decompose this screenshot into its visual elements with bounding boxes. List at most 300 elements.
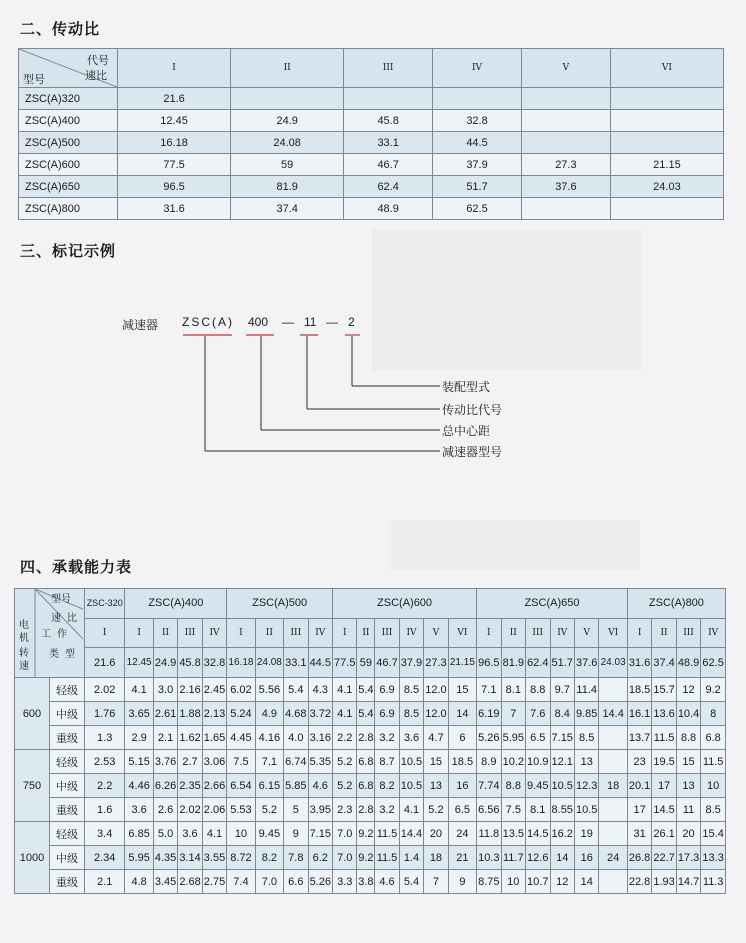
- capacity-value-cell: 26.1: [652, 822, 676, 846]
- capacity-value-cell: 7: [424, 870, 448, 894]
- capacity-value-cell: 13.3: [701, 846, 726, 870]
- capacity-value-cell: 11.7: [501, 846, 525, 870]
- capacity-row: [15, 798, 726, 822]
- code-header: II: [652, 618, 676, 648]
- capacity-value-cell: 13: [676, 774, 700, 798]
- capacity-value-cell: 8.8: [501, 774, 525, 798]
- capacity-value-cell: 2.8: [357, 726, 375, 750]
- capacity-value-cell: 2.1: [85, 870, 125, 894]
- ratio-header: 62.4: [526, 648, 550, 678]
- capacity-value-cell: 10.5: [574, 798, 598, 822]
- ratio-value-cell: 24.03: [610, 176, 723, 198]
- code-header: VI: [610, 49, 723, 88]
- capacity-value-cell: 23: [627, 750, 651, 774]
- model-cell: ZSC(A)800: [19, 198, 118, 220]
- ratio-header: 24.9: [153, 648, 177, 678]
- capacity-value-cell: 4.68: [284, 702, 308, 726]
- capacity-value-cell: 3.4: [85, 822, 125, 846]
- capacity-row: [15, 846, 726, 870]
- capacity-value-cell: 6.02: [227, 678, 255, 702]
- capacity-value-cell: 8.5: [574, 726, 598, 750]
- corner-speed: 转速: [19, 648, 29, 672]
- code-header: IV: [701, 618, 726, 648]
- capacity-value-cell: 3.06: [202, 750, 226, 774]
- capacity-value-cell: 10.5: [399, 750, 423, 774]
- capacity-value-cell: 2.02: [178, 798, 202, 822]
- capacity-value-cell: 2.53: [85, 750, 125, 774]
- capacity-value-cell: 3.0: [153, 678, 177, 702]
- capacity-value-cell: 12.3: [574, 774, 598, 798]
- capacity-value-cell: 5.95: [501, 726, 525, 750]
- capacity-row: [15, 774, 726, 798]
- capacity-value-cell: 1.93: [652, 870, 676, 894]
- capacity-value-cell: 5.26: [477, 726, 501, 750]
- ratio-value-cell: 62.5: [433, 198, 522, 220]
- capacity-value-cell: 16: [448, 774, 476, 798]
- capacity-value-cell: 17: [627, 798, 651, 822]
- marking-ratio-code: 11: [304, 315, 317, 329]
- label-assembly-type: 装配型式: [442, 380, 491, 394]
- capacity-value-cell: 2.02: [85, 678, 125, 702]
- code-header: VI: [599, 618, 627, 648]
- ratio-header: 21.15: [448, 648, 476, 678]
- ratio-value-cell: 31.6: [118, 198, 231, 220]
- code-header: I: [627, 618, 651, 648]
- ratio-value-cell: 77.5: [118, 154, 231, 176]
- capacity-value-cell: 24: [448, 822, 476, 846]
- code-header: II: [231, 49, 344, 88]
- capacity-value-cell: 12: [550, 870, 574, 894]
- ratio-header: 96.5: [477, 648, 501, 678]
- capacity-value-cell: 14.4: [599, 702, 627, 726]
- capacity-value-cell: 14: [448, 702, 476, 726]
- corner-model: 型号: [51, 594, 71, 605]
- capacity-value-cell: 11.5: [652, 726, 676, 750]
- duty-level-cell: 轻级: [50, 678, 85, 702]
- capacity-value-cell: 8.5: [399, 702, 423, 726]
- capacity-value-cell: 7.0: [333, 822, 357, 846]
- capacity-value-cell: 8.1: [501, 678, 525, 702]
- capacity-value-cell: 11.5: [701, 750, 726, 774]
- ratio-value-cell: 21.15: [610, 154, 723, 176]
- capacity-value-cell: 13: [424, 774, 448, 798]
- capacity-value-cell: 2.06: [202, 798, 226, 822]
- capacity-value-cell: 8.2: [375, 774, 399, 798]
- section-title-capacity: 四、承载能力表: [20, 558, 133, 576]
- ratio-header: 33.1: [284, 648, 308, 678]
- capacity-value-cell: 13.7: [627, 726, 651, 750]
- ratio-header: 24.03: [599, 648, 627, 678]
- capacity-value-cell: 15.4: [701, 822, 726, 846]
- capacity-value-cell: 1.65: [202, 726, 226, 750]
- ratio-header: 16.18: [227, 648, 255, 678]
- capacity-table-body: [15, 678, 726, 894]
- capacity-value-cell: 6.15: [255, 774, 283, 798]
- capacity-value-cell: 2.7: [178, 750, 202, 774]
- capacity-value-cell: 9.2: [701, 678, 726, 702]
- capacity-value-cell: 12.1: [550, 750, 574, 774]
- capacity-value-cell: 12: [676, 678, 700, 702]
- capacity-row: [15, 822, 726, 846]
- capacity-value-cell: 10: [227, 822, 255, 846]
- capacity-value-cell: 4.0: [284, 726, 308, 750]
- capacity-value-cell: 5.35: [308, 750, 332, 774]
- capacity-value-cell: 6.8: [357, 750, 375, 774]
- capacity-value-cell: 8.8: [676, 726, 700, 750]
- code-header: I: [118, 49, 231, 88]
- capacity-value-cell: 7.8: [284, 846, 308, 870]
- code-header: I: [125, 618, 153, 648]
- capacity-value-cell: [599, 678, 627, 702]
- capacity-value-cell: 11.5: [375, 846, 399, 870]
- capacity-value-cell: 4.1: [333, 678, 357, 702]
- capacity-value-cell: 10: [701, 774, 726, 798]
- capacity-table: [14, 588, 726, 894]
- capacity-value-cell: 1.4: [399, 846, 423, 870]
- label-center-distance: 总中心距: [442, 424, 491, 438]
- capacity-value-cell: 5.2: [333, 774, 357, 798]
- duty-level-cell: 中级: [50, 702, 85, 726]
- ratio-header: 62.5: [701, 648, 726, 678]
- capacity-value-cell: 20.1: [627, 774, 651, 798]
- capacity-value-cell: 3.14: [178, 846, 202, 870]
- capacity-value-cell: 4.1: [202, 822, 226, 846]
- code-header: II: [255, 618, 283, 648]
- capacity-value-cell: 7.15: [550, 726, 574, 750]
- code-header: II: [153, 618, 177, 648]
- capacity-value-cell: 18.5: [448, 750, 476, 774]
- ratio-header: 77.5: [333, 648, 357, 678]
- capacity-value-cell: 2.1: [153, 726, 177, 750]
- capacity-value-cell: 4.8: [125, 870, 153, 894]
- capacity-value-cell: [599, 822, 627, 846]
- capacity-value-cell: 3.8: [357, 870, 375, 894]
- capacity-value-cell: 4.1: [125, 678, 153, 702]
- ratio-header: 51.7: [550, 648, 574, 678]
- motor-speed-cell: 750: [15, 750, 50, 822]
- capacity-value-cell: 5.4: [284, 678, 308, 702]
- capacity-value-cell: 5.56: [255, 678, 283, 702]
- section-title-marking: 三、标记示例: [20, 242, 117, 260]
- capacity-value-cell: 5.95: [125, 846, 153, 870]
- capacity-value-cell: 5.4: [399, 870, 423, 894]
- capacity-value-cell: 4.35: [153, 846, 177, 870]
- model-group-header: ZSC(A)650: [477, 589, 628, 619]
- capacity-value-cell: 26.8: [627, 846, 651, 870]
- capacity-value-cell: 2.6: [153, 798, 177, 822]
- capacity-value-cell: 14.5: [652, 798, 676, 822]
- capacity-row: [15, 870, 726, 894]
- ratio-header: 12.45: [125, 648, 153, 678]
- model-group-header: ZSC(A)500: [227, 589, 333, 619]
- capacity-value-cell: 5.26: [308, 870, 332, 894]
- capacity-value-cell: 20: [676, 822, 700, 846]
- capacity-value-cell: 8.2: [255, 846, 283, 870]
- capacity-value-cell: 8.1: [526, 798, 550, 822]
- capacity-value-cell: [599, 870, 627, 894]
- capacity-value-cell: 11.4: [574, 678, 598, 702]
- capacity-value-cell: 5: [284, 798, 308, 822]
- capacity-value-cell: 31: [627, 822, 651, 846]
- ratio-header: 31.6: [627, 648, 651, 678]
- capacity-value-cell: 21: [448, 846, 476, 870]
- capacity-value-cell: 16: [574, 846, 598, 870]
- capacity-value-cell: 7.0: [255, 870, 283, 894]
- capacity-value-cell: 8.5: [399, 678, 423, 702]
- duty-level-cell: 重级: [50, 870, 85, 894]
- capacity-value-cell: 8.9: [477, 750, 501, 774]
- capacity-value-cell: 7.0: [333, 846, 357, 870]
- capacity-value-cell: 8.5: [701, 798, 726, 822]
- model-group-header: ZSC(A)400: [125, 589, 227, 619]
- model-group-header: ZSC(A)800: [627, 589, 725, 619]
- capacity-value-cell: 7.1: [255, 750, 283, 774]
- capacity-value-cell: 18.5: [627, 678, 651, 702]
- capacity-value-cell: 19: [574, 822, 598, 846]
- capacity-value-cell: 15: [448, 678, 476, 702]
- corner-motor: 电机: [19, 620, 29, 644]
- capacity-value-cell: [599, 726, 627, 750]
- capacity-value-cell: 10: [501, 870, 525, 894]
- capacity-value-cell: 2.34: [85, 846, 125, 870]
- model-group-header: ZSC-320: [85, 589, 125, 619]
- capacity-value-cell: 11: [676, 798, 700, 822]
- code-header: IV: [399, 618, 423, 648]
- capacity-value-cell: 2.13: [202, 702, 226, 726]
- duty-level-cell: 轻级: [50, 750, 85, 774]
- code-header: V: [424, 618, 448, 648]
- capacity-value-cell: 2.16: [178, 678, 202, 702]
- capacity-value-cell: 1.6: [85, 798, 125, 822]
- ratio-header: 59: [357, 648, 375, 678]
- capacity-value-cell: 4.45: [227, 726, 255, 750]
- capacity-value-cell: 7.5: [227, 750, 255, 774]
- duty-level-cell: 重级: [50, 726, 85, 750]
- capacity-value-cell: 9.7: [550, 678, 574, 702]
- capacity-value-cell: 5.2: [333, 750, 357, 774]
- ratio-value-cell: 81.9: [231, 176, 344, 198]
- capacity-value-cell: 4.1: [333, 702, 357, 726]
- ratio-value-cell: 16.18: [118, 132, 231, 154]
- capacity-value-cell: 4.7: [424, 726, 448, 750]
- capacity-value-cell: 2.9: [125, 726, 153, 750]
- capacity-value-cell: 7.1: [477, 678, 501, 702]
- capacity-value-cell: 11.8: [477, 822, 501, 846]
- ratio-header: 37.6: [574, 648, 598, 678]
- capacity-value-cell: 3.6: [125, 798, 153, 822]
- code-header: I: [477, 618, 501, 648]
- ratio-value-cell: 37.9: [433, 154, 522, 176]
- capacity-value-cell: 3.95: [308, 798, 332, 822]
- capacity-value-cell: 15: [424, 750, 448, 774]
- capacity-value-cell: 10.7: [526, 870, 550, 894]
- section-title-ratio: 二、传动比: [20, 20, 101, 38]
- capacity-value-cell: 7.5: [501, 798, 525, 822]
- capacity-value-cell: 4.16: [255, 726, 283, 750]
- capacity-value-cell: 10.5: [399, 774, 423, 798]
- code-header: V: [574, 618, 598, 648]
- duty-level-cell: 中级: [50, 774, 85, 798]
- capacity-value-cell: 5.0: [153, 822, 177, 846]
- capacity-value-cell: 13: [574, 750, 598, 774]
- motor-speed-cell: 1000: [15, 822, 50, 894]
- motor-speed-cell: 600: [15, 678, 50, 750]
- ratio-header: 45.8: [178, 648, 202, 678]
- capacity-value-cell: 4.46: [125, 774, 153, 798]
- capacity-value-cell: 5.24: [227, 702, 255, 726]
- code-header: III: [284, 618, 308, 648]
- code-header: IV: [308, 618, 332, 648]
- model-cell: ZSC(A)500: [19, 132, 118, 154]
- capacity-value-cell: 2.3: [333, 798, 357, 822]
- capacity-corner-header: [15, 589, 85, 678]
- code-header: I: [333, 618, 357, 648]
- ratio-value-cell: 24.9: [231, 110, 344, 132]
- capacity-value-cell: 1.3: [85, 726, 125, 750]
- capacity-value-cell: 6.2: [308, 846, 332, 870]
- capacity-value-cell: 4.6: [308, 774, 332, 798]
- ratio-header: 27.3: [424, 648, 448, 678]
- capacity-value-cell: 4.1: [399, 798, 423, 822]
- capacity-row: [15, 678, 726, 702]
- capacity-value-cell: 3.65: [125, 702, 153, 726]
- capacity-value-cell: 14: [574, 870, 598, 894]
- capacity-value-cell: 8.72: [227, 846, 255, 870]
- duty-level-cell: 重级: [50, 798, 85, 822]
- capacity-value-cell: 6.9: [375, 678, 399, 702]
- model-cell: ZSC(A)600: [19, 154, 118, 176]
- ratio-value-cell: 48.9: [344, 198, 433, 220]
- capacity-value-cell: 1.62: [178, 726, 202, 750]
- capacity-value-cell: 17.3: [676, 846, 700, 870]
- capacity-value-cell: 8.8: [526, 678, 550, 702]
- marking-dash: —: [282, 315, 294, 329]
- capacity-value-cell: 15: [676, 750, 700, 774]
- ratio-value-cell: 37.4: [231, 198, 344, 220]
- capacity-value-cell: 1.88: [178, 702, 202, 726]
- ratio-header: 37.9: [399, 648, 423, 678]
- code-header: III: [375, 618, 399, 648]
- duty-level-cell: 中级: [50, 846, 85, 870]
- capacity-value-cell: 9.2: [357, 822, 375, 846]
- capacity-value-cell: 6.8: [357, 774, 375, 798]
- capacity-value-cell: [599, 750, 627, 774]
- capacity-value-cell: 22.8: [627, 870, 651, 894]
- capacity-value-cell: 6.5: [526, 726, 550, 750]
- capacity-value-cell: 7.15: [308, 822, 332, 846]
- code-header: II: [357, 618, 375, 648]
- capacity-value-cell: 3.72: [308, 702, 332, 726]
- capacity-value-cell: 6.19: [477, 702, 501, 726]
- capacity-value-cell: 6.74: [284, 750, 308, 774]
- ratio-value-cell: 46.7: [344, 154, 433, 176]
- capacity-value-cell: 9.85: [574, 702, 598, 726]
- capacity-value-cell: 14.5: [526, 822, 550, 846]
- header-ratio: 速比: [85, 70, 107, 82]
- code-header: III: [526, 618, 550, 648]
- ratio-value-cell: 44.5: [433, 132, 522, 154]
- capacity-value-cell: 6: [448, 726, 476, 750]
- corner-ratio: 速比: [51, 613, 83, 624]
- ratio-header: 32.8: [202, 648, 226, 678]
- corner-work: 工作: [41, 629, 73, 640]
- ratio-header: 37.4: [652, 648, 676, 678]
- capacity-value-cell: 5.15: [125, 750, 153, 774]
- ratio-value-cell: 12.45: [118, 110, 231, 132]
- capacity-value-cell: 3.6: [399, 726, 423, 750]
- capacity-value-cell: 16.2: [550, 822, 574, 846]
- ratio-header: 24.08: [255, 648, 283, 678]
- capacity-value-cell: 10.3: [477, 846, 501, 870]
- capacity-value-cell: 2.61: [153, 702, 177, 726]
- capacity-value-cell: 4.9: [255, 702, 283, 726]
- capacity-row: [15, 726, 726, 750]
- ratio-value-cell: 96.5: [118, 176, 231, 198]
- capacity-value-cell: 8.4: [550, 702, 574, 726]
- capacity-value-cell: 19.5: [652, 750, 676, 774]
- capacity-value-cell: 10.9: [526, 750, 550, 774]
- capacity-value-cell: 11.3: [701, 870, 726, 894]
- capacity-value-cell: 18: [599, 774, 627, 798]
- ratio-value-cell: 24.08: [231, 132, 344, 154]
- capacity-value-cell: 24: [599, 846, 627, 870]
- ratio-value-cell: 37.6: [521, 176, 610, 198]
- capacity-value-cell: 10.4: [676, 702, 700, 726]
- ratio-header: 46.7: [375, 648, 399, 678]
- capacity-value-cell: 14: [550, 846, 574, 870]
- capacity-value-cell: 9: [284, 822, 308, 846]
- label-ratio-code: 传动比代号: [442, 403, 503, 417]
- capacity-value-cell: 6.8: [701, 726, 726, 750]
- capacity-value-cell: 11.5: [375, 822, 399, 846]
- marking-prefix: 减速器: [122, 318, 159, 332]
- capacity-value-cell: 2.35: [178, 774, 202, 798]
- model-cell: ZSC(A)400: [19, 110, 118, 132]
- capacity-value-cell: 8.7: [375, 750, 399, 774]
- capacity-value-cell: 8.55: [550, 798, 574, 822]
- capacity-value-cell: 6.54: [227, 774, 255, 798]
- capacity-value-cell: 2.45: [202, 678, 226, 702]
- capacity-value-cell: 2.68: [178, 870, 202, 894]
- capacity-value-cell: 13.6: [652, 702, 676, 726]
- capacity-value-cell: 6.26: [153, 774, 177, 798]
- ratio-header: 21.6: [85, 648, 125, 678]
- capacity-row: [15, 702, 726, 726]
- header-code: 代号: [87, 55, 109, 67]
- capacity-value-cell: 7: [501, 702, 525, 726]
- code-header: I: [227, 618, 255, 648]
- capacity-value-cell: 2.66: [202, 774, 226, 798]
- capacity-value-cell: 3.6: [178, 822, 202, 846]
- marking-distance: 400: [248, 315, 269, 329]
- capacity-value-cell: 1.76: [85, 702, 125, 726]
- code-header: IV: [202, 618, 226, 648]
- capacity-value-cell: 10.5: [550, 774, 574, 798]
- capacity-value-cell: 3.2: [375, 798, 399, 822]
- capacity-value-cell: 6.5: [448, 798, 476, 822]
- ratio-value-cell: 32.8: [433, 110, 522, 132]
- capacity-value-cell: 9.45: [255, 822, 283, 846]
- ratio-value-cell: 21.6: [118, 88, 231, 110]
- capacity-value-cell: 6.85: [125, 822, 153, 846]
- marking-model: ZSC(A): [182, 315, 234, 329]
- capacity-value-cell: 2.75: [202, 870, 226, 894]
- capacity-value-cell: 4.3: [308, 678, 332, 702]
- capacity-value-cell: 12.6: [526, 846, 550, 870]
- capacity-value-cell: 12.0: [424, 678, 448, 702]
- capacity-value-cell: 3.16: [308, 726, 332, 750]
- capacity-value-cell: 2.2: [85, 774, 125, 798]
